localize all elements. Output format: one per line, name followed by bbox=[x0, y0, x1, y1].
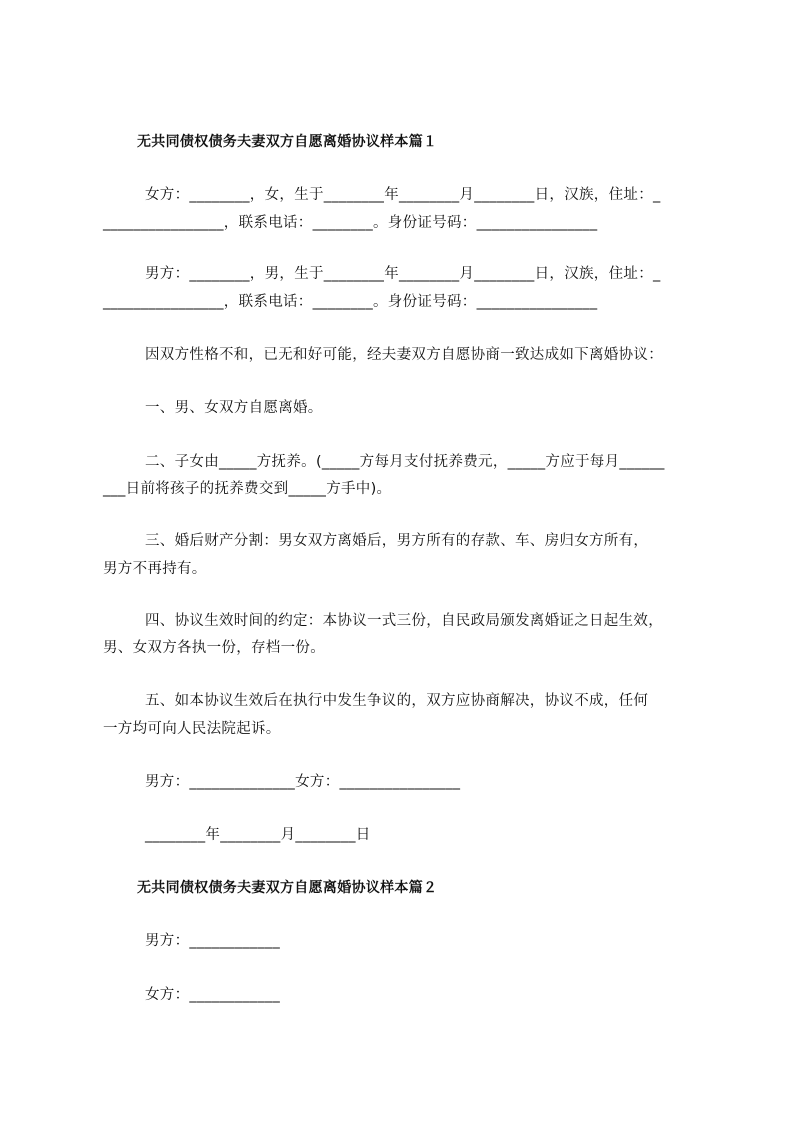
clause-5-line-1: 五、如本协议生效后在执行中发生争议的，双方应协商解决，协议不成，任何 bbox=[145, 693, 649, 709]
clause-2-line-2: ___日前将孩子的抚养费交到_____方手中)。 bbox=[103, 481, 392, 497]
section-title-2: 无共同债权债务夫妻双方自愿离婚协议样本篇２ bbox=[137, 880, 438, 896]
male-signature: 男方：____________ bbox=[145, 933, 280, 949]
clause-3-line-2: 男方不再持有。 bbox=[103, 561, 207, 577]
female-signature: 女方：____________ bbox=[145, 987, 280, 1003]
clause-2-line-1: 二、子女由_____方抚养。(_____方每月支付抚养费元，_____方应于每月______ bbox=[145, 454, 665, 470]
female-party-line-2: ________________，联系电话：________。身份证号码：________________ bbox=[103, 215, 598, 231]
signature-line: 男方：______________女方：________________ bbox=[145, 774, 461, 790]
clause-4-line-2: 男、女双方各执一份，存档一份。 bbox=[103, 640, 325, 656]
section-title-1: 无共同债权债务夫妻双方自愿离婚协议样本篇１ bbox=[137, 134, 438, 150]
clause-4-line-1: 四、协议生效时间的约定：本协议一式三份，自民政局颁发离婚证之日起生效， bbox=[145, 613, 663, 629]
male-party-line-1: 男方：________，男，生于________年________月________日，汉族，住址：_ bbox=[145, 266, 661, 282]
clause-5-line-2: 一方均可向人民法院起诉。 bbox=[103, 721, 281, 737]
intro-paragraph: 因双方性格不和，已无和好可能，经夫妻双方自愿协商一致达成如下离婚协议： bbox=[145, 347, 663, 363]
female-party-line-1: 女方：________，女，生于________年________月________日，汉族，住址：_ bbox=[145, 187, 661, 203]
male-party-line-2: ________________，联系电话：________。身份证号码：________________ bbox=[103, 294, 598, 310]
clause-3-line-1: 三、婚后财产分割：男女双方离婚后，男方所有的存款、车、房归女方所有， bbox=[145, 533, 649, 549]
date-line: ________年________月________日 bbox=[145, 827, 371, 843]
clause-1: 一、男、女双方自愿离婚。 bbox=[145, 400, 323, 416]
